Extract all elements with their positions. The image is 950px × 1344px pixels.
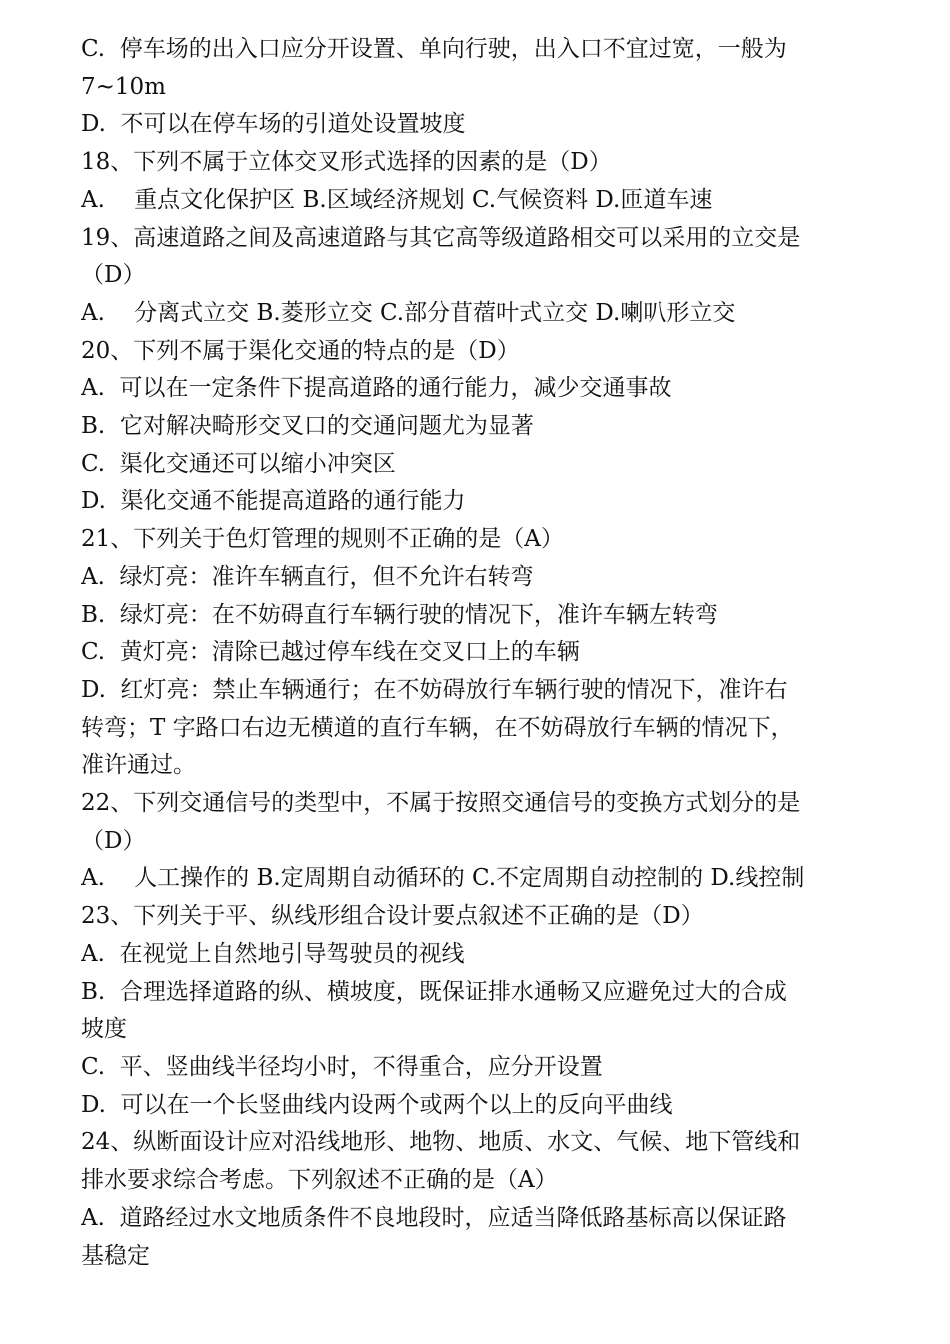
text-line: D. 红灯亮：禁止车辆通行；在不妨碍放行车辆行驶的情况下，准许右: [81, 676, 788, 703]
text-line: 排水要求综合考虑。下列叙述不正确的是（A）: [81, 1167, 558, 1194]
text-line: D. 渠化交通不能提高道路的通行能力: [81, 488, 466, 515]
text-line: 24、纵断面设计应对沿线地形、地物、地质、水文、气候、地下管线和: [81, 1129, 801, 1156]
text-line: D. 不可以在停车场的引道处设置坡度: [81, 111, 466, 138]
text-line: C. 黄灯亮：清除已越过停车线在交叉口上的车辆: [81, 639, 580, 666]
text-line: A. 分离式立交 B.菱形立交 C.部分苜蓿叶式立交 D.喇叭形立交: [81, 299, 736, 326]
text-line: 19、高速道路之间及高速道路与其它高等级道路相交可以采用的立交是: [81, 224, 801, 251]
text-line: B. 合理选择道路的纵、横坡度，既保证排水通畅又应避免过大的合成: [81, 978, 787, 1005]
text-line: 准许通过。: [81, 752, 196, 779]
text-line: A. 重点文化保护区 B.区域经济规划 C.气候资料 D.匝道车速: [81, 186, 713, 213]
text-line: （D）: [81, 262, 146, 289]
text-line: A. 绿灯亮：准许车辆直行，但不允许右转弯: [81, 563, 534, 590]
text-line: 转弯；T 字路口右边无横道的直行车辆，在不妨碍放行车辆的情况下，: [81, 714, 794, 741]
text-line: （D）: [81, 827, 146, 854]
text-line: B. 绿灯亮：在不妨碍直行车辆行驶的情况下，准许车辆左转弯: [81, 601, 718, 628]
text-line: 22、下列交通信号的类型中，不属于按照交通信号的变换方式划分的是: [81, 790, 801, 817]
text-line: A. 在视觉上自然地引导驾驶员的视线: [81, 940, 465, 967]
text-line: C. 平、竖曲线半径均小时，不得重合，应分开设置: [81, 1053, 603, 1080]
document-body: [81, 31, 876, 1275]
text-line: C. 停车场的出入口应分开设置、单向行驶，出入口不宜过宽，一般为: [81, 36, 787, 62]
text-line: 20、下列不属于渠化交通的特点的是（D）: [81, 337, 520, 364]
text-line: 基稳定: [81, 1242, 150, 1269]
text-line: A. 道路经过水文地质条件不良地段时，应适当降低路基标高以保证路: [81, 1204, 787, 1231]
text-line: 18、下列不属于立体交叉形式选择的因素的是（D）: [81, 149, 612, 176]
text-line: C. 渠化交通还可以缩小冲突区: [81, 450, 396, 477]
text-line: 坡度: [81, 1016, 127, 1043]
text-line: D. 可以在一个长竖曲线内设两个或两个以上的反向平曲线: [81, 1091, 673, 1118]
text-line: B. 它对解决畸形交叉口的交通问题尤为显著: [81, 413, 534, 440]
text-line: 7~10m: [81, 73, 166, 100]
text-line: A. 人工操作的 B.定周期自动循环的 C.不定周期自动控制的 D.线控制: [81, 865, 805, 892]
text-line: A. 可以在一定条件下提高道路的通行能力，减少交通事故: [81, 375, 672, 402]
text-line: 23、下列关于平、纵线形组合设计要点叙述不正确的是（D）: [81, 903, 704, 930]
text-line: 21、下列关于色灯管理的规则不正确的是（A）: [81, 526, 564, 553]
